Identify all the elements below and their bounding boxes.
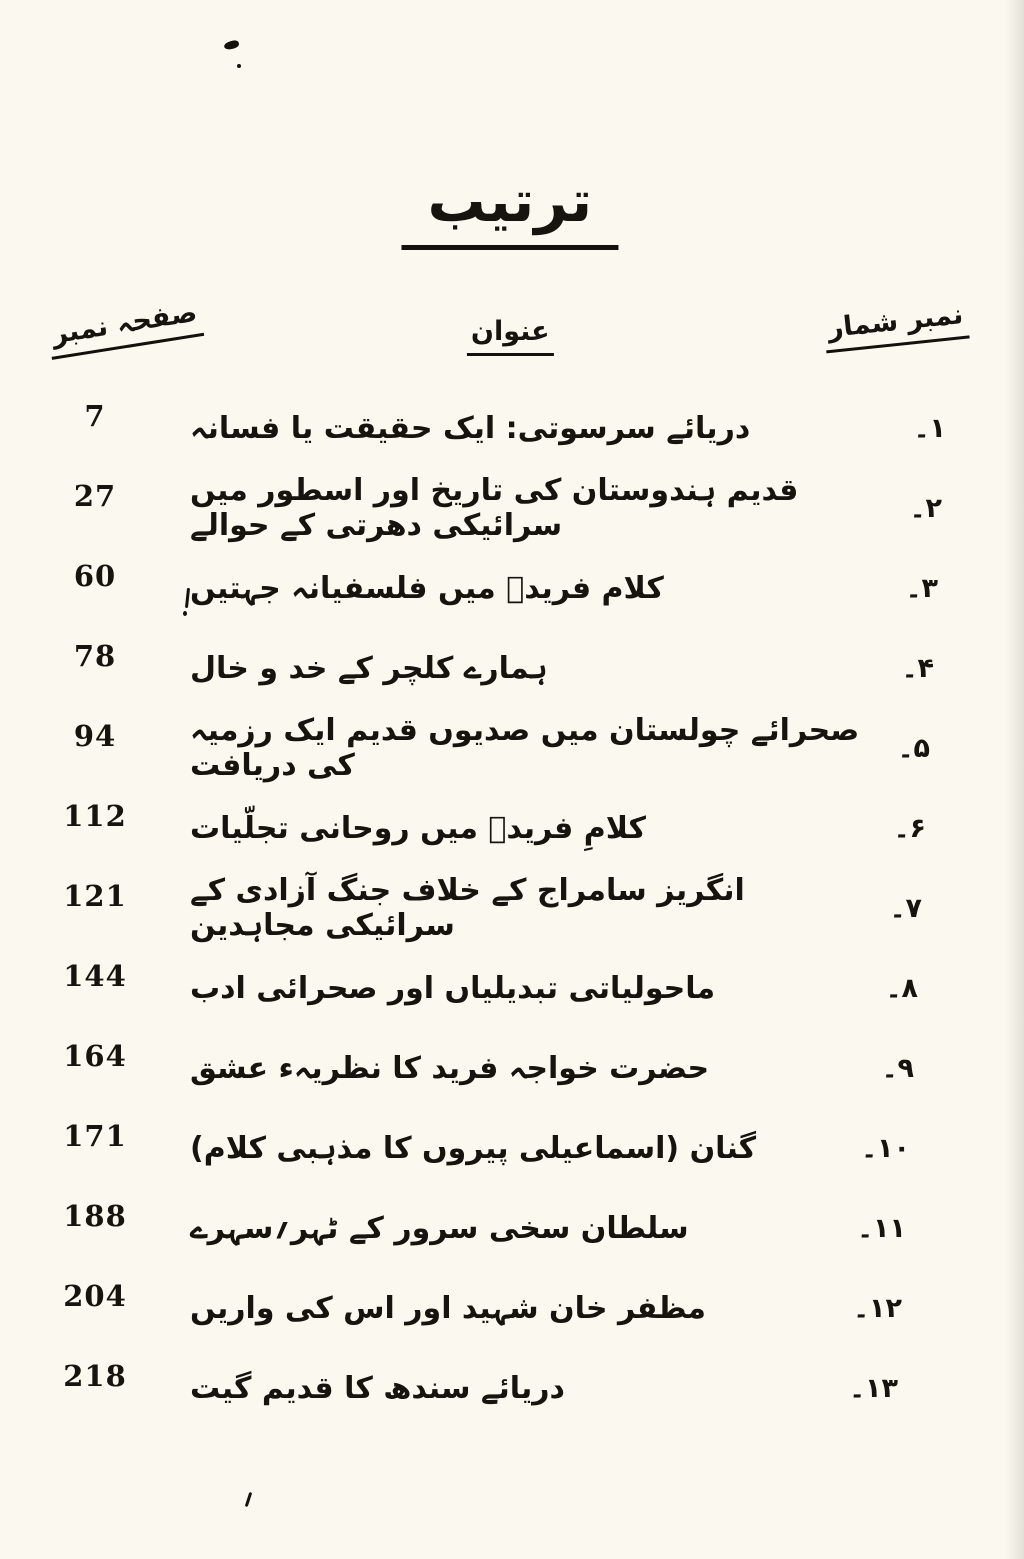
contents-row [0,628,1024,708]
contents-row [0,468,1024,548]
page-number: 60 [73,559,117,593]
entry-title: مظفر خان شہید اور اس کی واریں [190,1290,707,1326]
serial-number: ۴۔ [901,652,934,684]
contents-row [0,388,1024,468]
contents-row [0,1188,1024,1268]
serial-number: ۵۔ [897,732,930,764]
page-number: 7 [84,399,106,433]
column-header-serial: نمبر شمار [823,299,970,354]
contents-row [0,708,1024,788]
serial-number: ۳۔ [905,572,938,604]
serial-number: ۲۔ [909,492,942,524]
contents-row [0,868,1024,948]
serial-number: ۱۲۔ [853,1292,902,1324]
contents-row [0,1108,1024,1188]
column-headers [0,296,1024,395]
entry-title: دریائے سندھ کا قدیم گیت [190,1370,565,1406]
contents-row [0,1268,1024,1348]
serial-number: ۸۔ [885,972,918,1004]
stray-slash-mark [245,1492,252,1507]
entry-title: انگریز سامراج کے خلاف جنگ آزادی کے سرائیکی مجاہدین [190,873,745,943]
page-title: ترتیب [401,167,618,250]
contents-list [0,388,1024,1428]
entry-title: صحرائے چولستان میں صدیوں قدیم ایک رزمیہ کی دریافت [190,713,860,783]
ink-dot [237,64,241,68]
page-number: 94 [73,719,117,753]
entry-title: کلام فریدؒ میں فلسفیانہ جہتیں [190,570,664,606]
serial-number: ۱۳۔ [849,1372,898,1404]
contents-row [0,548,1024,628]
ink-smudge [223,40,239,51]
serial-number: ۱۔ [913,412,946,444]
entry-title: دریائے سرسوتی: ایک حقیقت یا فسانہ [190,410,751,446]
entry-title: حضرت خواجہ فرید کا نظریہء عشق [190,1050,710,1086]
page-number: 188 [63,1199,127,1233]
contents-row [0,1028,1024,1108]
entry-title: کلامِ فریدؒ میں روحانی تجلّیات [190,810,646,846]
serial-number: ۱۰۔ [861,1132,910,1164]
page-number: 27 [73,479,117,513]
contents-row [0,788,1024,868]
entry-title: سلطان سخی سرور کے ٹہر؍سہرے [190,1210,689,1246]
page-number: 164 [63,1039,127,1073]
entry-title: ماحولیاتی تبدیلیاں اور صحرائی ادب [190,970,716,1006]
page-number: 171 [63,1119,127,1153]
entry-title: قدیم ہندوستان کی تاریخ اور اسطور میں سرائیکی دھرتی کے حوالے [190,473,799,543]
page-number: 112 [63,799,127,833]
contents-row [0,1348,1024,1428]
serial-number: ۷۔ [889,892,922,924]
column-header-page-number: صفحہ نمبر [46,296,205,360]
page-number: 144 [63,959,127,993]
contents-row [0,948,1024,1028]
serial-number: ۱۱۔ [857,1212,906,1244]
entry-title: ہمارے کلچر کے خد و خال [190,650,548,686]
page-number: 204 [63,1279,127,1313]
page-number: 121 [63,879,127,913]
page-number: 218 [63,1359,127,1393]
page-number: 78 [73,639,117,673]
serial-number: ۶۔ [893,812,926,844]
serial-number: ۹۔ [881,1052,914,1084]
column-header-title: عنوان [467,316,554,356]
entry-title: گنان (اسماعیلی پیروں کا مذہبی کلام) [190,1130,757,1166]
